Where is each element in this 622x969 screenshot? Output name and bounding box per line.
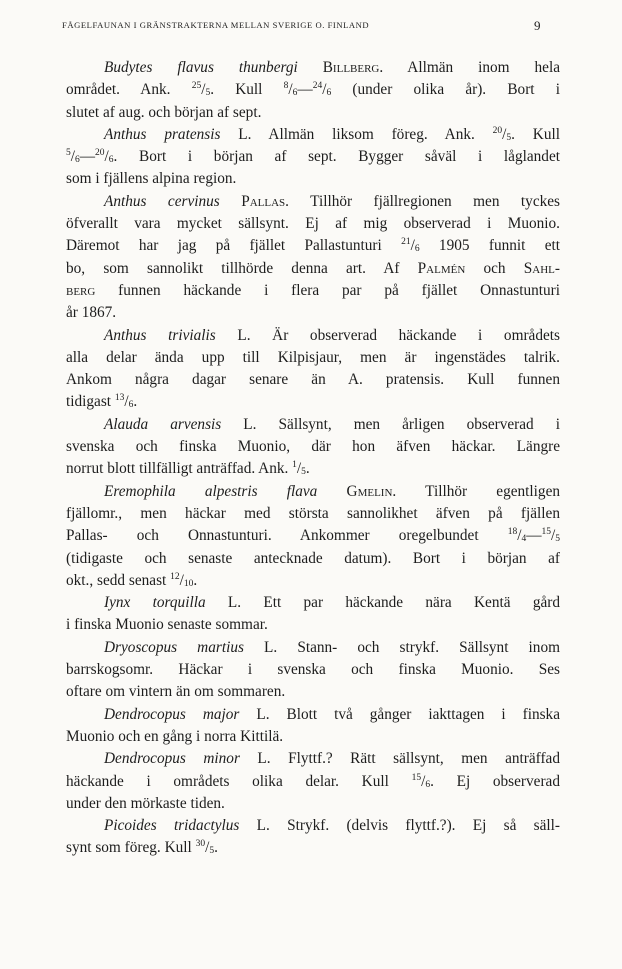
date-day: 20 — [492, 125, 503, 136]
date-month: 6 — [414, 244, 420, 255]
date-day: 25 — [191, 81, 202, 92]
date-month: 5 — [301, 467, 306, 478]
species-entry — [66, 191, 560, 325]
date-month: 10 — [183, 578, 194, 589]
person-name: Palmén — [417, 259, 466, 277]
species-name: Picoides tridactylus — [104, 817, 240, 835]
date-day: 1 — [292, 460, 297, 471]
species-author: L. — [237, 326, 251, 344]
text-line: oftare om vintern än om sommaren. — [66, 683, 286, 701]
species-entry — [66, 704, 560, 749]
text-line: Eremophila alpestris flava Gmelin. Tillhör egentligen — [104, 482, 561, 500]
text-line: år 1867. — [66, 304, 117, 322]
species-author: L. — [264, 638, 278, 656]
text-line: Alauda arvensis L. Sällsynt, men årligen observerad i — [104, 415, 561, 433]
date-month: 5 — [209, 846, 215, 857]
text-line: Budytes flavus thunbergi Billberg. Allmän inom hela — [104, 59, 561, 76]
species-entry — [66, 57, 560, 124]
text-line: Dendrocopus minor L. Flyttf.? Rätt sällsynt, men anträffad — [104, 750, 560, 768]
species-entry — [66, 637, 560, 704]
species-author: Gmelin. — [346, 482, 397, 500]
text-line: berg funnen häckande i flera par på fjället Onnastunturi — [66, 281, 560, 299]
text-line: Anthus trivialis L. Är observerad häckande i områdets — [104, 326, 560, 344]
species-name: Dendrocopus minor — [104, 750, 240, 768]
text-line: barrskogsomr. Häckar i svenska och finska Muonio. Ses — [66, 661, 560, 679]
species-author: L. — [256, 705, 270, 723]
person-name: berg — [66, 281, 96, 299]
text-line: (tidigaste och senaste antecknade datum). Bort i början af — [66, 549, 560, 567]
text-line: öfverallt vara mycket sällsynt. Ej af mig observerad i Muonio. — [66, 215, 560, 233]
species-author: Pallas. — [241, 192, 289, 210]
species-author: L. — [227, 594, 242, 612]
date-month: 5 — [506, 132, 512, 143]
species-entry — [66, 414, 560, 481]
text-line: norrut blott tillfälligt anträffad. Ank. $^1/_5$. — [66, 460, 310, 478]
date-day: 15 — [411, 772, 422, 783]
species-entry — [66, 325, 560, 414]
date-month: 6 — [425, 779, 431, 790]
text-line: alla delar ända upp till Kilpisjaur, men är ingenstädes talrik. — [66, 348, 560, 366]
species-name: Alauda arvensis — [104, 415, 222, 433]
text-line: som i fjällens alpina region. — [66, 170, 237, 188]
text-line: fjällomr., men häckar med största sannolikhet äfven på fjällen — [66, 504, 560, 522]
text-line: Däremot har jag på fjället Pallastunturi $^{21}/_6$ 1905 funnit ett — [66, 237, 560, 255]
species-name: Budytes flavus thunbergi — [104, 59, 298, 76]
text-line: under den mörkaste tiden. — [66, 794, 225, 812]
date-day: 12 — [170, 571, 180, 582]
date-month: 6 — [326, 88, 332, 99]
text-line: svenska och finska Muonio, där hon äfven häckar. Längre — [66, 438, 560, 456]
text-line: okt., sedd senast $^{12}/_{10}$. — [66, 571, 198, 589]
text-line: i finska Muonio senaste sommar. — [66, 616, 268, 634]
date-day: 15 — [541, 527, 551, 538]
species-author: L. — [256, 817, 270, 835]
date-month: 6 — [75, 155, 80, 166]
species-author: L. — [257, 750, 271, 768]
species-author: L. — [238, 125, 252, 143]
species-name: Dryoscopus martius — [104, 638, 244, 656]
species-author: Billberg. — [322, 59, 384, 76]
text-line: Anthus cervinus Pallas. Tillhör fjällregionen men tyckes — [104, 192, 561, 210]
date-day: 24 — [312, 81, 323, 92]
date-day: 20 — [95, 148, 105, 159]
text-line: Pallas- och Onnastunturi. Ankommer oregelbundet $^{18}/_4—^{15}/_5$ — [66, 527, 560, 545]
species-name: Eremophila alpestris flava — [104, 482, 318, 500]
page-number: 9 — [534, 18, 541, 33]
text-line: synt som föreg. Kull $^{30}/_5$. — [66, 839, 218, 857]
species-name: Anthus pratensis — [104, 125, 221, 143]
date-day: 18 — [507, 527, 518, 538]
text-line: Dryoscopus martius L. Stann- och strykf. Sällsynt inom — [104, 638, 561, 656]
species-entry — [66, 592, 560, 637]
date-day: 30 — [195, 839, 206, 850]
species-entry — [66, 815, 560, 860]
text-line: Iynx torquilla L. Ett par häckande nära Kentä gård — [104, 594, 561, 612]
text-line: tidigast $^{13}/_6$. — [66, 393, 138, 411]
date-day: 8 — [283, 81, 289, 92]
date-day: 21 — [401, 237, 411, 248]
date-day: 13 — [114, 393, 125, 404]
species-entry — [66, 124, 560, 191]
species-name: Iynx torquilla — [104, 594, 206, 612]
species-list — [66, 57, 560, 860]
person-name: Sahl- — [523, 259, 560, 277]
species-entry — [66, 748, 560, 815]
text-line: Anthus pratensis L. Allmän liksom föreg. Ank. $^{20}/_5$. Kull — [104, 125, 560, 143]
date-month: 5 — [555, 534, 560, 545]
running-head: FÅGELFAUNAN I GRÄNSTRAKTERNA MELLAN SVERIGE O. FINLAND — [62, 20, 370, 30]
text-line: Dendrocopus major L. Blott två gånger iakttagen i finska — [104, 705, 560, 723]
text-line: häckande i områdets olika delar. Kull $^{15}/_6$. Ej observerad — [66, 772, 560, 790]
date-month: 5 — [205, 88, 211, 99]
text-line: Muonio och en gång i norra Kittilä. — [66, 727, 284, 745]
species-name: Anthus cervinus — [104, 192, 220, 210]
text-line: området. Ank. $^{25}/_5$. Kull $^8/_6—^{24}/_6$ (under olika år). Bort i — [66, 81, 560, 99]
date-month: 6 — [128, 400, 134, 411]
species-entry — [66, 481, 560, 592]
text-line: slutet af aug. och början af sept. — [66, 103, 262, 121]
date-month: 6 — [108, 155, 114, 166]
species-name: Dendrocopus major — [104, 705, 240, 723]
date-month: 6 — [292, 88, 298, 99]
species-author: L. — [243, 415, 257, 433]
text-line: bo, som sannolikt tillhörde denna art. Af Palmén och Sahl- — [66, 259, 560, 277]
text-line: Ankom några dagar senare än A. pratensis. Kull funnen — [66, 371, 560, 389]
species-name: Anthus trivialis — [104, 326, 216, 344]
text-line: Picoides tridactylus L. Strykf. (delvis flyttf.?). Ej så säll- — [104, 817, 560, 835]
text-line: $^5/_6—^{20}/_6$. Bort i början af sept. Bygger såväl i låglandet — [66, 148, 560, 166]
date-month: 4 — [521, 534, 527, 545]
date-day: 5 — [66, 148, 71, 159]
